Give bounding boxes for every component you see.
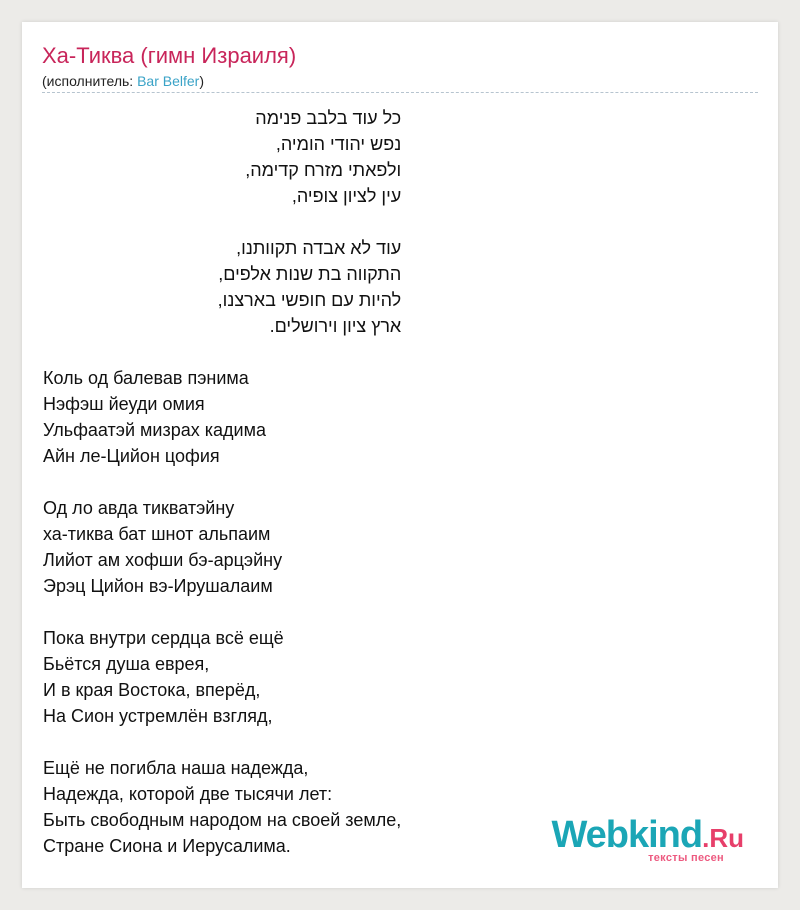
lyric-line: להיות עם חופשי בארצנו, [217, 290, 402, 310]
artist-prefix: (исполнитель: [42, 73, 138, 89]
artist-suffix: ) [199, 73, 205, 89]
lyric-line: Од ло авда тикватэйну [43, 498, 235, 518]
lyric-line: עוד לא אבדה תקוותנו, [236, 238, 402, 258]
lyric-line: Лийот ам хофши бэ-арцэйну [43, 550, 283, 570]
lyric-line: Ульфаатэй мизрах кадима [43, 420, 266, 440]
title-divider [42, 92, 758, 93]
logo-main-text: Webkind [551, 814, 703, 856]
lyric-line: עין לציון צופיה, [291, 186, 402, 206]
lyric-line: И в края Востока, вперёд, [43, 680, 261, 700]
logo-wordmark [551, 814, 744, 857]
verse-5 [43, 625, 401, 729]
lyric-line: Стране Сиона и Иерусалима. [43, 836, 291, 856]
lyric-line: ולפאתי מזרח קדימה, [245, 160, 402, 180]
lyric-line: נפש יהודי הומיה, [275, 134, 402, 154]
lyric-line: ха-тиква бат шнот альпаим [43, 524, 271, 544]
logo-tagline: тексты песен [648, 852, 724, 864]
lyric-line: Бьётся душа еврея, [43, 654, 210, 674]
verse-6 [43, 755, 401, 859]
lyric-line: התקווה בת שנות אלפים, [218, 264, 402, 284]
lyric-line: Нэфэш йеуди омия [43, 394, 205, 414]
lyrics-card [22, 22, 778, 888]
artist-link[interactable]: Bar Belfer [137, 73, 200, 89]
verse-2 [43, 235, 401, 339]
lyric-line: ארץ ציון וירושלים. [269, 316, 402, 336]
lyric-line: Быть свободным народом на своей земле, [43, 810, 402, 830]
lyric-line: Айн ле-Цийон цофия [43, 446, 220, 466]
lyric-line: Ещё не погибла наша надежда, [43, 758, 309, 778]
logo-suffix-text: .Ru [702, 823, 744, 853]
verse-3 [43, 365, 401, 469]
song-title: Ха-Тиква (гимн Израиля) [42, 43, 297, 68]
lyric-line: Надежда, которой две тысячи лет: [43, 784, 333, 804]
lyrics-body [43, 105, 401, 885]
lyric-line: כל עוד בלבב פנימה [255, 108, 402, 128]
site-logo[interactable] [551, 814, 744, 864]
verse-4 [43, 495, 401, 599]
lyric-line: Коль од балевав пэнима [43, 368, 249, 388]
verse-1 [43, 105, 401, 209]
lyric-line: Пока внутри сердца всё ещё [43, 628, 284, 648]
lyric-line: Эрэц Цийон вэ-Ирушалаим [43, 576, 273, 596]
lyric-line: На Сион устремлён взгляд, [43, 706, 273, 726]
artist-line [42, 73, 204, 89]
